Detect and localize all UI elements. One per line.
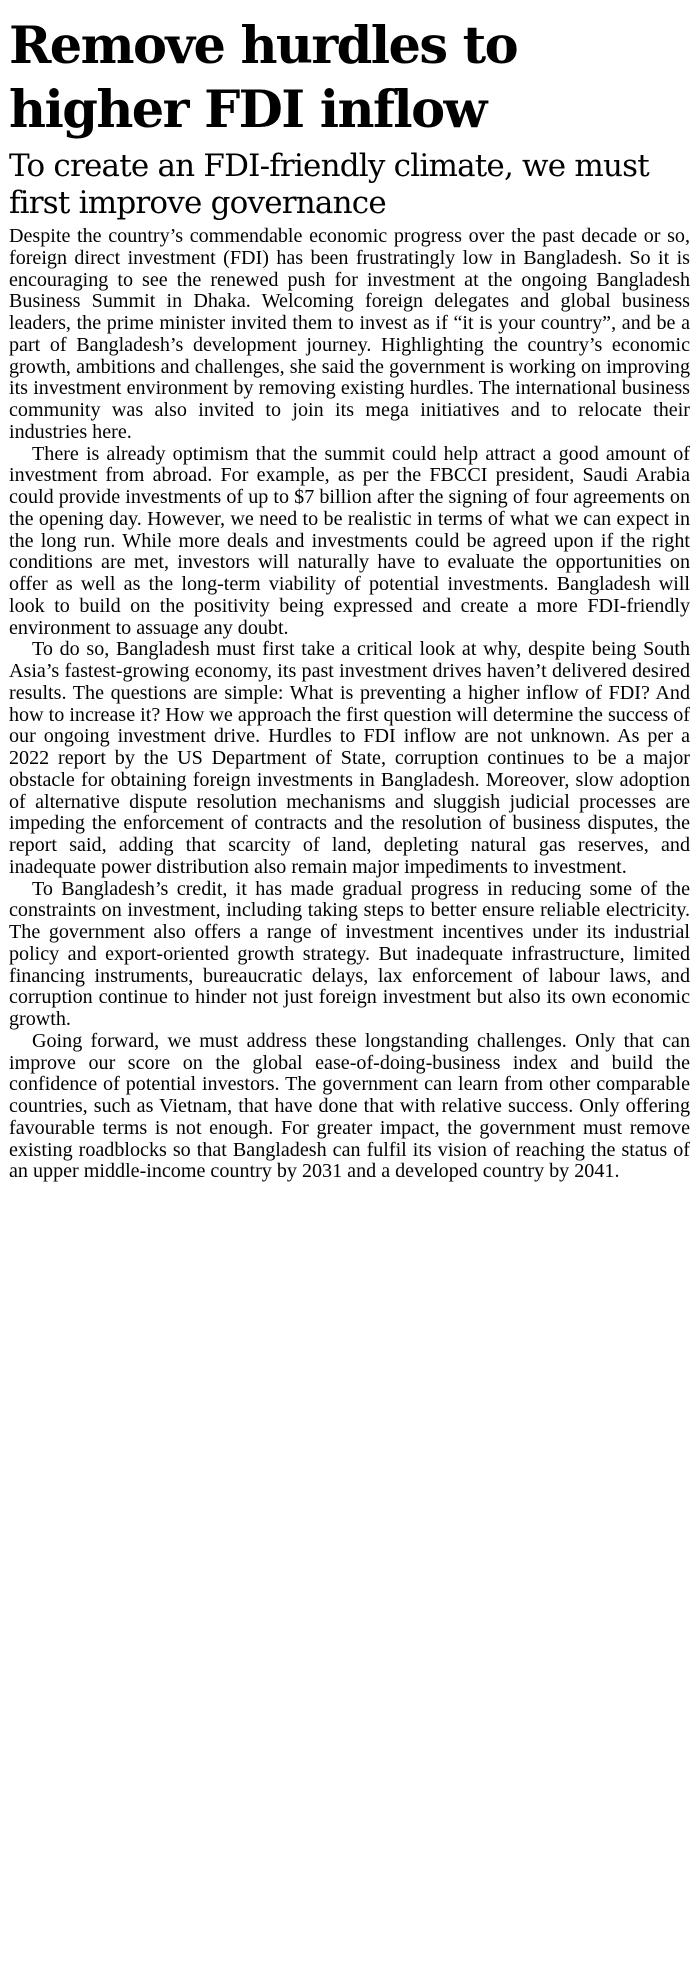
subheadline: To create an FDI-friendly climate, we must first improve governance xyxy=(9,148,649,221)
paragraph: There is already optimism that the summit could help attract a good amount of investment from abroad. For example, as per the FBCCI president, Saudi Arabia could provide investments of up to $7 billion after the signing of four agreements on the opening day. However, we need to be realistic in terms of what we can expect in the long run. While more deals and investments could be agreed upon if the right conditions are met, investors will naturally have to evaluate the opportunities on offer as well as the long-term viability of potential investments. Bangladesh will look to build on the positivity being expressed and create a more FDI-friendly environment to assuage any doubt. xyxy=(9,442,690,639)
paragraph: Despite the country’s commendable economic progress over the past decade or so, foreign direct investment (FDI) has been frustratingly low in Bangladesh. So it is encouraging to see the renewed push for investment at the ongoing Bangladesh Business Summit in Dhaka. Welcoming foreign delegates and global business leaders, the prime minister invited them to invest as if “it is your country”, and be a part of Bangladesh’s development journey. Highlighting the country’s economic growth, ambitions and challenges, she said the government is working on improving its investment environment by removing existing hurdles. The international business community was also invited to join its mega initiatives and to relocate their industries here. xyxy=(9,225,690,443)
headline: Remove hurdles to higher FDI inflow xyxy=(9,16,518,140)
paragraph: To Bangladesh’s credit, it has made gradual progress in reducing some of the constraints on investment, including taking steps to better ensure reliable electricity. The government also offers a range of investment incentives under its industrial policy and export-oriented growth strategy. But inadequate infrastructure, limited financing instruments, bureaucratic delays, lax enforcement of labour laws, and corruption continue to hinder not just foreign investment but also its own economic growth. xyxy=(9,877,690,1030)
article-body xyxy=(9,226,690,1183)
paragraph: To do so, Bangladesh must first take a critical look at why, despite being South Asia’s fastest-growing economy, its past investment drives haven’t delivered desired results. The questions are simple: What is preventing a higher inflow of FDI? And how to increase it? How we approach the first question will determine the success of our ongoing investment drive. Hurdles to FDI inflow are not unknown. As per a 2022 report by the US Department of State, corruption continues to be a major obstacle for obtaining foreign investments in Bangladesh. Moreover, slow adoption of alternative dispute resolution mechanisms and sluggish judicial processes are impeding the enforcement of contracts and the resolution of business disputes, the report said, adding that scarcity of land, depleting natural gas reserves, and inadequate power distribution also remain major impediments to investment. xyxy=(9,638,690,878)
paragraph: Going forward, we must address these longstanding challenges. Only that can improve our score on the global ease-of-doing-business index and build the confidence of potential investors. The government can learn from other comparable countries, such as Vietnam, that have done that with relative success. Only offering favourable terms is not enough. For greater impact, the government must remove existing roadblocks so that Bangladesh can fulfil its vision of reaching the status of an upper middle-income country by 2031 and a developed country by 2041. xyxy=(9,1029,690,1183)
